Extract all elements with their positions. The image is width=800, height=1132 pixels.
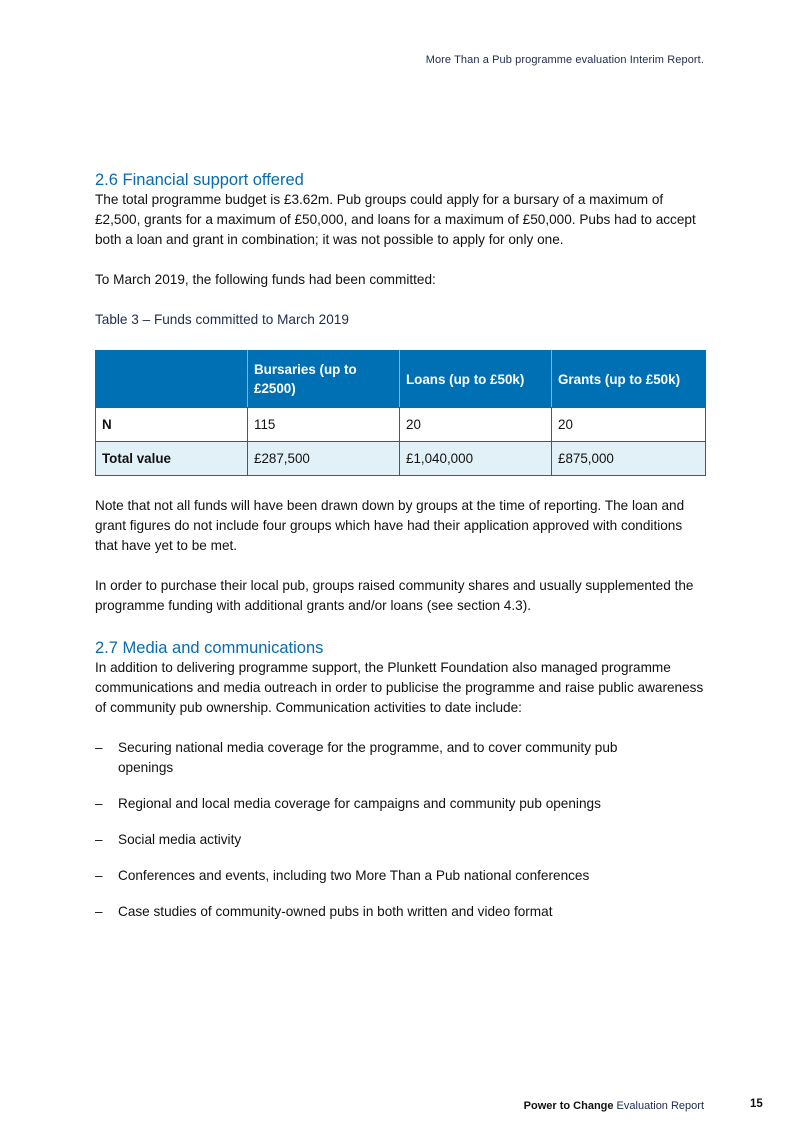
section-2-6-paragraph-4: In order to purchase their local pub, groups raised community shares and usually supplemented the programme funding with additional grants and/or loans (see section 4.3). xyxy=(95,578,694,613)
section-2-6-paragraph-2: To March 2019, the following funds had been committed: xyxy=(95,272,436,287)
section-2-6-paragraph-3: Note that not all funds will have been drawn down by groups at the time of reporting. The loan and grant figures do not include four groups which have had their application approved with conditions that have yet to be met. xyxy=(95,498,685,553)
table-header-row xyxy=(96,351,706,408)
list-item-text: Regional and local media coverage for campaigns and community pub openings xyxy=(118,796,601,811)
footer-brand xyxy=(524,1100,704,1112)
list-item-text: Securing national media coverage for the programme, and to cover community pub openings xyxy=(118,740,618,775)
table-row xyxy=(96,408,706,442)
section-2-6-paragraph-1: The total programme budget is £3.62m. Pub groups could apply for a bursary of a maximum of £2,500, grants for a maximum of £50,000, and loans for a maximum of £50,000. Pubs had to accept both a loan and grant in combination; it was not possible to apply for only one. xyxy=(95,192,696,247)
list-item xyxy=(95,794,707,814)
list-item-text: Social media activity xyxy=(118,832,242,847)
table-row xyxy=(96,442,706,476)
dash-bullet-icon: – xyxy=(95,740,103,755)
cell-total-bursaries: £287,500 xyxy=(248,442,400,476)
dash-bullet-icon: – xyxy=(95,868,103,883)
cell-total-loans: £1,040,000 xyxy=(400,442,552,476)
list-item xyxy=(95,902,707,922)
list-item xyxy=(95,866,707,886)
section-2-6-heading: 2.6 Financial support offered xyxy=(95,171,304,189)
dash-bullet-icon: – xyxy=(95,904,103,919)
section-2-7-paragraph-1: In addition to delivering programme support, the Plunkett Foundation also managed programme communications and media outreach in order to publicise the programme and raise public awareness of community pub ownership. Communication activities to date include: xyxy=(95,660,704,715)
row-label-total-value: Total value xyxy=(96,442,248,476)
table-header-bursaries: Bursaries (up to £2500) xyxy=(248,351,400,408)
cell-n-grants: 20 xyxy=(552,408,706,442)
footer-brand-rest: Evaluation Report xyxy=(613,1100,704,1112)
page-number: 15 xyxy=(750,1098,763,1110)
list-item xyxy=(95,738,707,778)
table-caption: Table 3 – Funds committed to March 2019 xyxy=(95,312,349,327)
list-item-text: Conferences and events, including two More Than a Pub national conferences xyxy=(118,868,590,883)
dash-bullet-icon: – xyxy=(95,832,103,847)
table-header-empty xyxy=(96,351,248,408)
list-item xyxy=(95,830,707,850)
section-2-7-heading: 2.7 Media and communications xyxy=(95,639,324,657)
table-header-grants: Grants (up to £50k) xyxy=(552,351,706,408)
dash-bullet-icon: – xyxy=(95,796,103,811)
list-item-text: Case studies of community-owned pubs in both written and video format xyxy=(118,904,553,919)
footer-brand-bold: Power to Change xyxy=(523,1100,614,1112)
row-label-n: N xyxy=(96,408,248,442)
cell-n-loans: 20 xyxy=(400,408,552,442)
cell-n-bursaries: 115 xyxy=(248,408,400,442)
cell-total-grants: £875,000 xyxy=(552,442,706,476)
running-header: More Than a Pub programme evaluation Interim Report. xyxy=(425,54,704,66)
funds-table xyxy=(95,350,706,476)
table-header-loans: Loans (up to £50k) xyxy=(400,351,552,408)
main-content xyxy=(95,170,707,938)
communication-activities-list xyxy=(95,738,707,922)
